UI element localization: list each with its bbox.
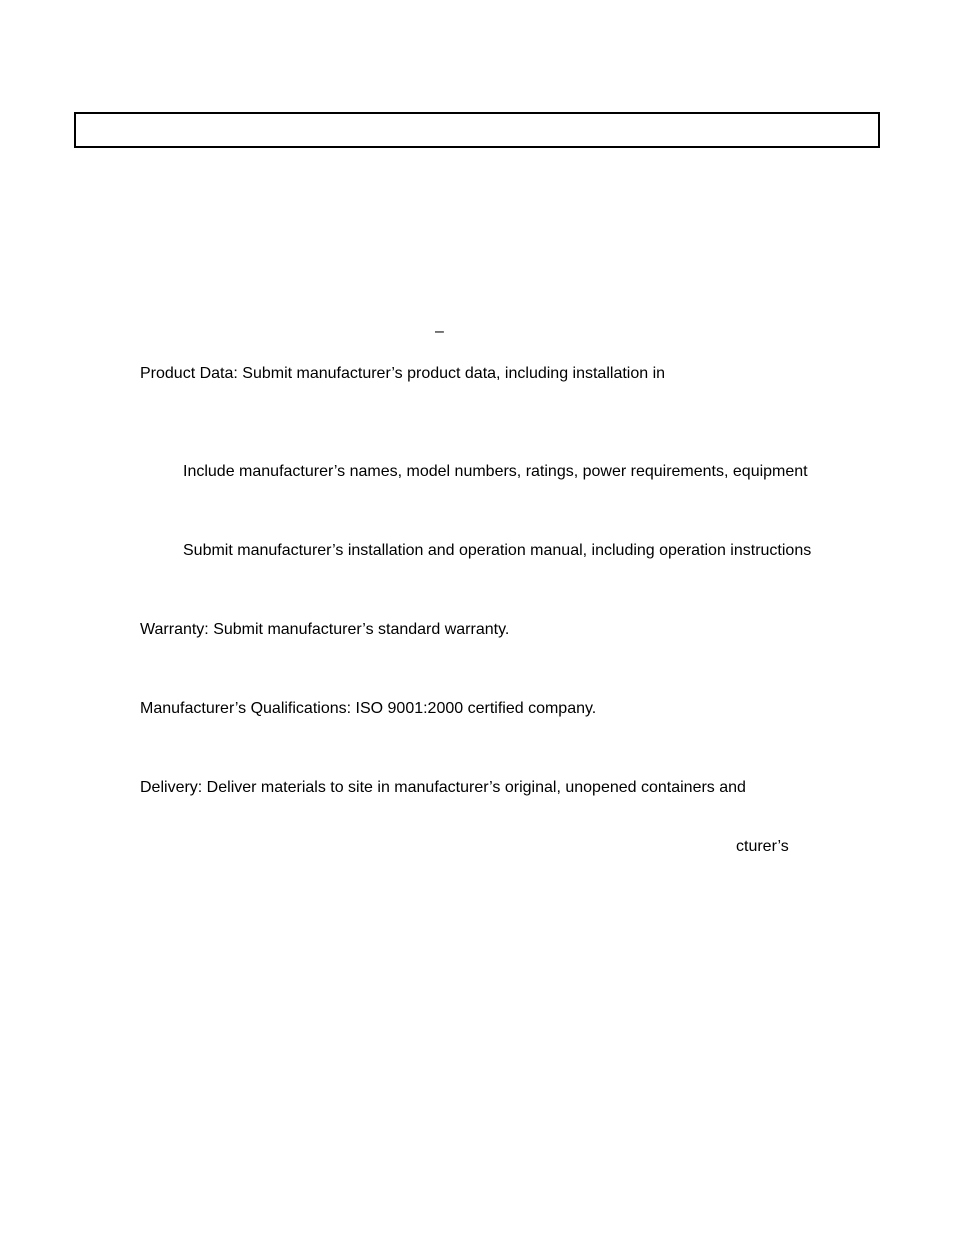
header-box: [74, 112, 880, 148]
qualifications-paragraph: Manufacturer’s Qualifications: ISO 9001:2000 certified company.: [140, 700, 597, 717]
submit-manual-subparagraph: Submit manufacturer’s installation and operation manual, including operation instructions: [183, 542, 812, 559]
product-data-paragraph: Product Data: Submit manufacturer’s product data, including installation in: [140, 365, 666, 382]
warranty-paragraph: Warranty: Submit manufacturer’s standard warranty.: [140, 621, 510, 638]
section-dash: –: [435, 323, 444, 340]
include-subparagraph: Include manufacturer’s names, model numbers, ratings, power requirements, equipment: [183, 463, 808, 480]
delivery-paragraph: Delivery: Deliver materials to site in manufacturer’s original, unopened containers and: [140, 779, 746, 796]
text-fragment: cturer’s: [736, 838, 789, 855]
